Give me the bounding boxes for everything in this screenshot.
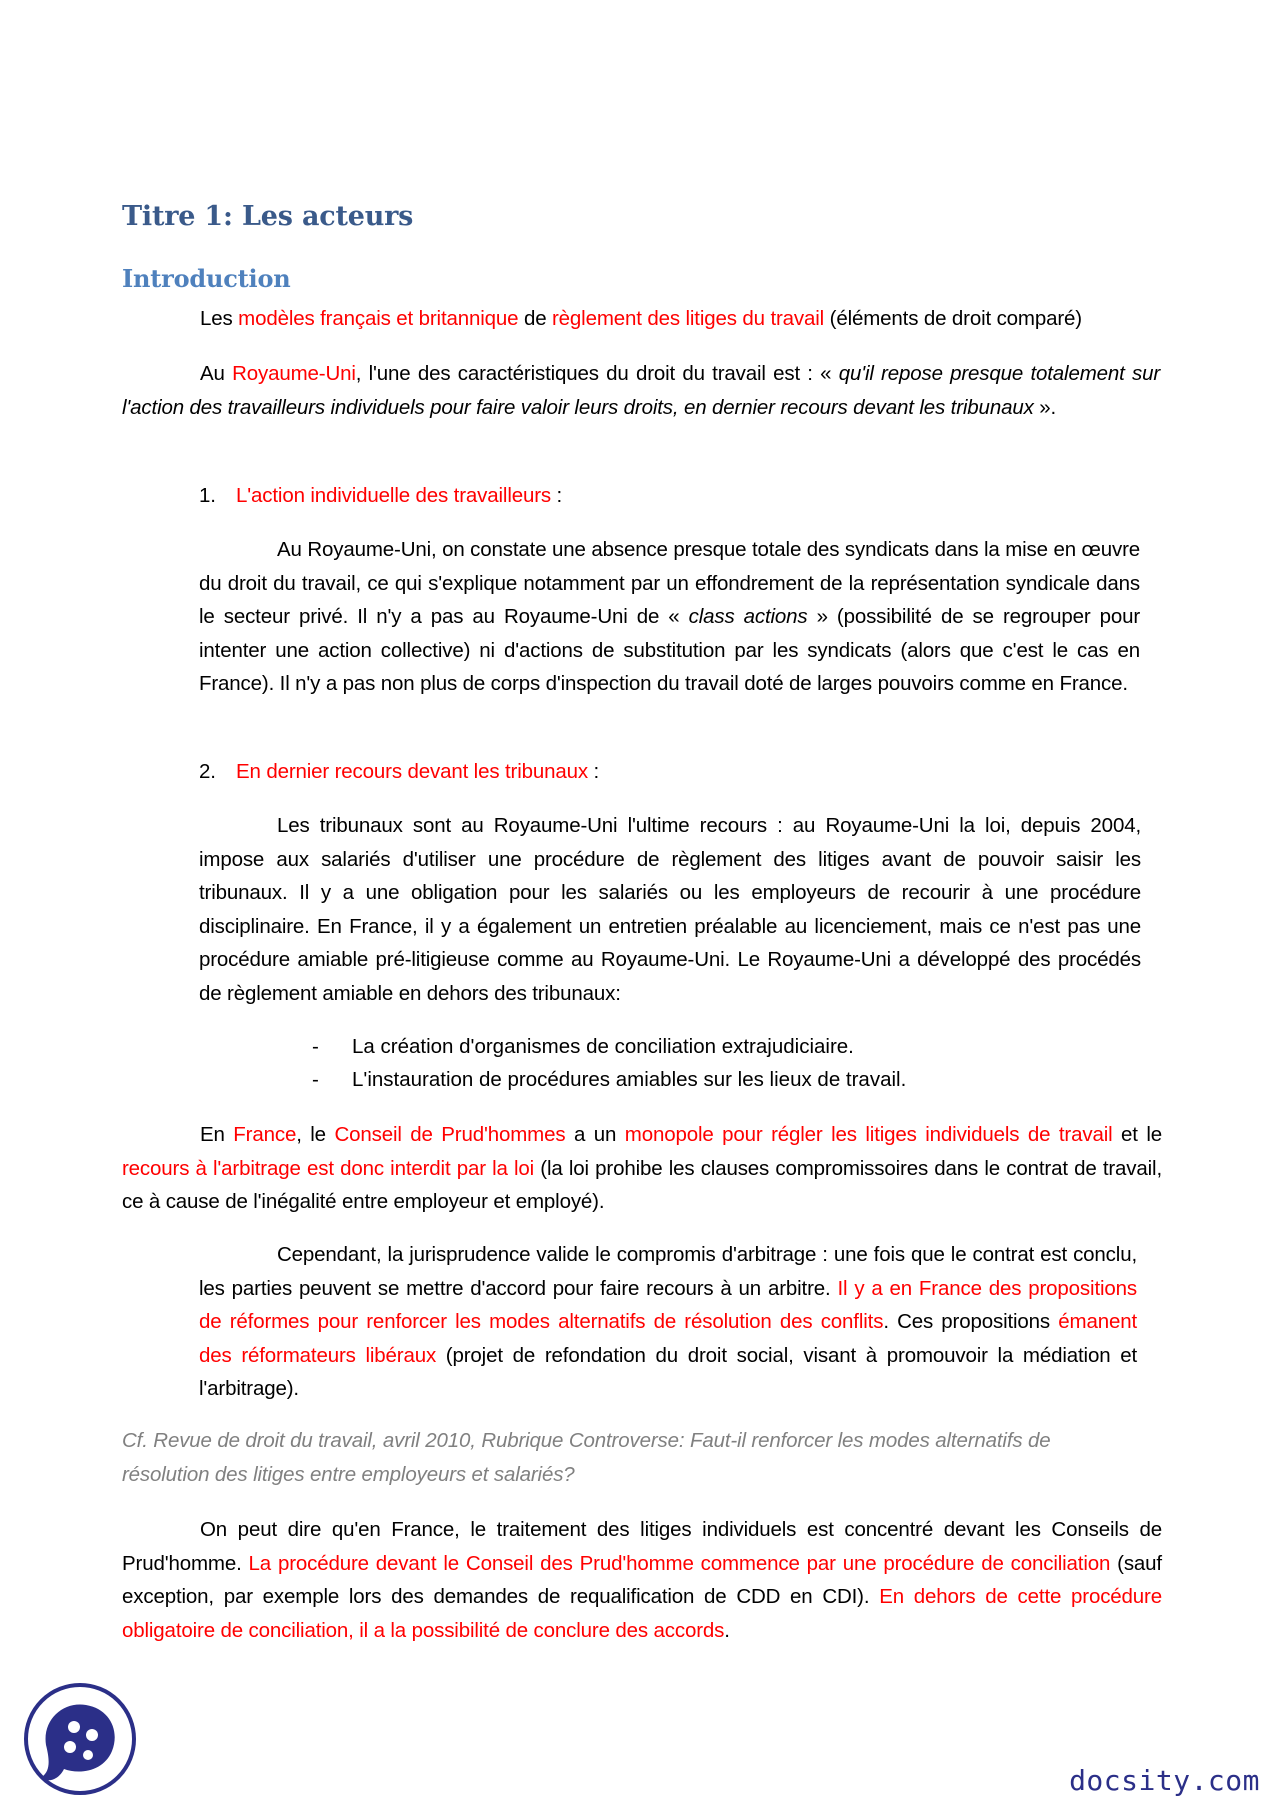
highlight-text: émanent des réformateurs libéraux — [199, 1310, 1137, 1367]
paragraph-conseils-prudhomme: On peut dire qu'en France, le traitement des litiges individuels est concentré devant les Conseils de Prud'homme. La procédure devant le Conseil des Prud'homme commence par une procédure de conciliation (sauf exception, par exemple lors des demandes de requalification de CDD en CDI). En dehors de cette procédure obligatoire de conciliation, il a la possibilité de conclure des accords. — [122, 1518, 1162, 1642]
highlight-text: Il y a en France des propositions de réformes pour renforcer les modes alternatifs de résolution des conflits — [199, 1276, 1137, 1333]
list-item-1: 1. L'action individuelle des travailleurs : — [199, 479, 1159, 513]
paragraph-jurisprudence: Cependant, la jurisprudence valide le compromis d'arbitrage : une fois que le contrat est conclu, les parties peuvent se mettre d'accord pour faire recours à un arbitre. Il y a en France des propositions de réformes pour renforcer les modes alternatifs de résolution des conflits. Ces propositions émanent des réformateurs libéraux (projet de refondation du droit social, visant à promouvoir la médiation et l'arbitrage). — [199, 1243, 1137, 1400]
highlight-text: Royaume-Uni — [232, 362, 356, 385]
italic-term: class actions — [688, 605, 808, 628]
highlight-text: modèles français et britannique — [238, 307, 519, 330]
list-item-label: En dernier recours devant les tribunaux — [236, 760, 588, 783]
paragraph-tribunaux: Les tribunaux sont au Royaume-Uni l'ultime recours : au Royaume-Uni la loi, depuis 2004, impose aux salariés d'utiliser une procédure de règlement des litiges avant de pouvoir saisir les tribunaux. Il y a une obligation pour les salariés ou les employeurs de recourir à une procédure disciplinaire. En France, il y a également un entretien préalable au licenciement, mais ce n'est pas une procédure amiable pré-litigieuse comme au Royaume-Uni. Le Royaume-Uni a développé des procédés de règlement amiable en dehors des tribunaux: — [199, 814, 1141, 1005]
list-item: L'instauration de procédures amiables sur les lieux de travail. — [352, 1068, 907, 1091]
list-item-label: L'action individuelle des travailleurs — [236, 484, 552, 507]
paragraph-action-individuelle: Au Royaume-Uni, on constate une absence presque totale des syndicats dans la mise en œuvre du droit du travail, ce qui s'explique notamment par un effondrement de la représentation syndicale dans le secteur privé. Il n'y a pas au Royaume-Uni de « class actions » (possibilité de se regrouper pour intenter une action collective) ni d'actions de substitution par les syndicats (alors que c'est le cas en France). Il n'y a pas non plus de corps d'inspection du travail doté de larges pouvoirs comme en France. — [199, 538, 1140, 695]
highlight-text: monopole pour régler les litiges individuels de travail — [624, 1123, 1113, 1146]
highlight-text: recours à l'arbitrage est donc interdit par la loi — [122, 1156, 535, 1180]
paragraph-france: En France, le Conseil de Prud'hommes a un monopole pour régler les litiges individuels de travail et le recours à l'arbitrage est donc interdit par la loi (la loi prohibe les clauses compromissoires dans le contrat de travail, ce à cause de l'inégalité entre employeur et employé). — [122, 1123, 1162, 1213]
paragraph-intro: Les modèles français et britannique de règlement des litiges du travail (éléments de droit comparé) — [200, 307, 1082, 330]
citation-reference: Cf. Revue de droit du travail, avril 2010, Rubrique Controverse: Faut-il renforcer les modes alternatifs de résolution des litiges entre employeurs et salariés? — [122, 1429, 1051, 1486]
highlight-text: La procédure devant le Conseil des Prud'homme commence par une procédure de conciliation — [248, 1551, 1111, 1575]
highlight-text: En dehors de cette procédure obligatoire de conciliation, il a la possibilité de conclure des accords — [122, 1585, 1162, 1642]
list-item: La création d'organismes de conciliation extrajudiciaire. — [352, 1035, 854, 1058]
docsity-brand-link[interactable]: docsity.com — [1069, 1764, 1260, 1797]
paragraph-royaume-uni: Au Royaume-Uni, l'une des caractéristiques du droit du travail est : « qu'il repose presque totalement sur l'action des travailleurs individuels pour faire valoir leurs droits, en dernier recours devant les tribunaux ». — [122, 362, 1160, 419]
highlight-text: France — [233, 1123, 297, 1146]
quote-text: qu'il repose presque totalement sur l'action des travailleurs individuels pour faire valoir leurs droits, en dernier recours devant les tribunaux — [122, 362, 1160, 419]
page-title: Titre 1: Les acteurs — [122, 201, 414, 232]
list-number: 1. — [199, 484, 216, 507]
bullet-dash: - — [312, 1035, 319, 1058]
highlight-text: Conseil de Prud'hommes — [334, 1123, 566, 1146]
highlight-text: règlement des litiges du travail — [552, 307, 825, 330]
section-heading: Introduction — [122, 264, 291, 293]
docsity-logo-icon — [24, 1683, 136, 1795]
list-number: 2. — [199, 760, 216, 783]
list-item-2: 2. En dernier recours devant les tribunaux : — [199, 755, 1159, 789]
bullet-dash: - — [312, 1068, 319, 1091]
